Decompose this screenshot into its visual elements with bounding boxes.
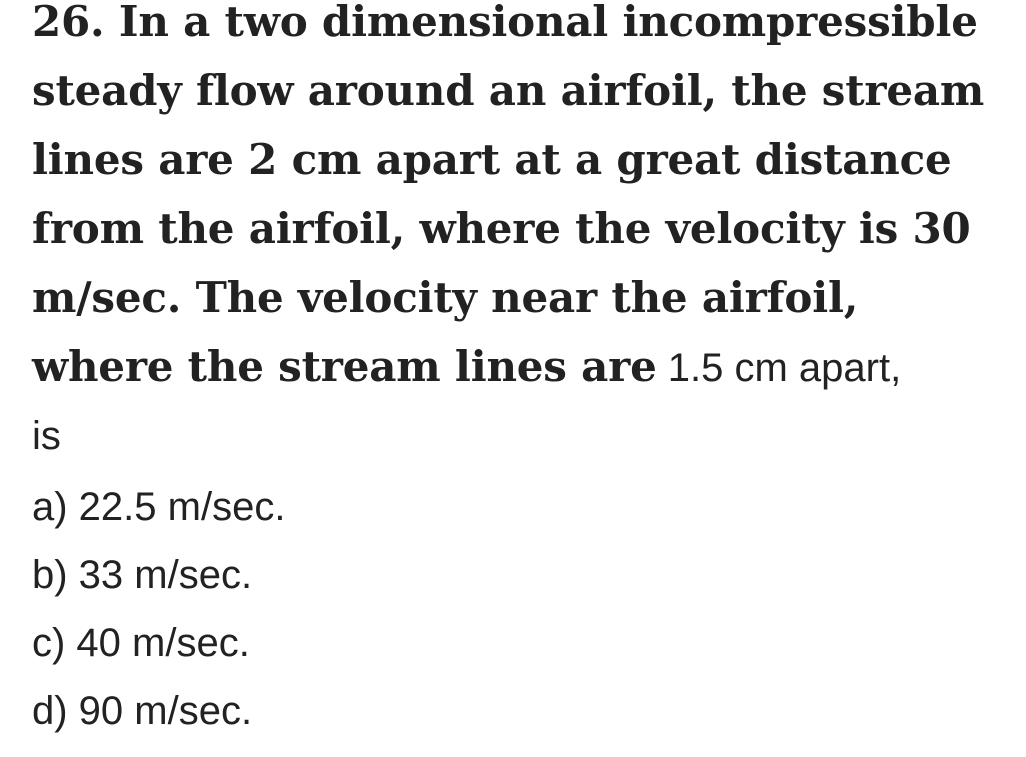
question-text: [32, 0, 1007, 483]
answer-options: [32, 485, 285, 757]
question-line: lines are 2 cm apart at a great distance: [32, 135, 952, 184]
question-line-bold-part: where the stream lines are: [32, 342, 657, 391]
question-line: from the airfoil, where the velocity is 30: [32, 204, 971, 253]
question-line-mixed: [32, 342, 1007, 414]
question-line: m/sec. The velocity near the airfoil,: [32, 273, 859, 322]
question-line: is: [32, 414, 61, 458]
question-line: 26. In a two dimensional incompressible: [32, 0, 978, 46]
option-b: b) 33 m/sec.: [32, 553, 253, 597]
question-line: steady flow around an airfoil, the stream: [32, 66, 985, 115]
option-a: a) 22.5 m/sec.: [32, 485, 286, 529]
question-line-regular-part: 1.5 cm apart,: [656, 346, 902, 390]
option-c: c) 40 m/sec.: [32, 621, 250, 665]
option-d: d) 90 m/sec.: [32, 689, 253, 733]
